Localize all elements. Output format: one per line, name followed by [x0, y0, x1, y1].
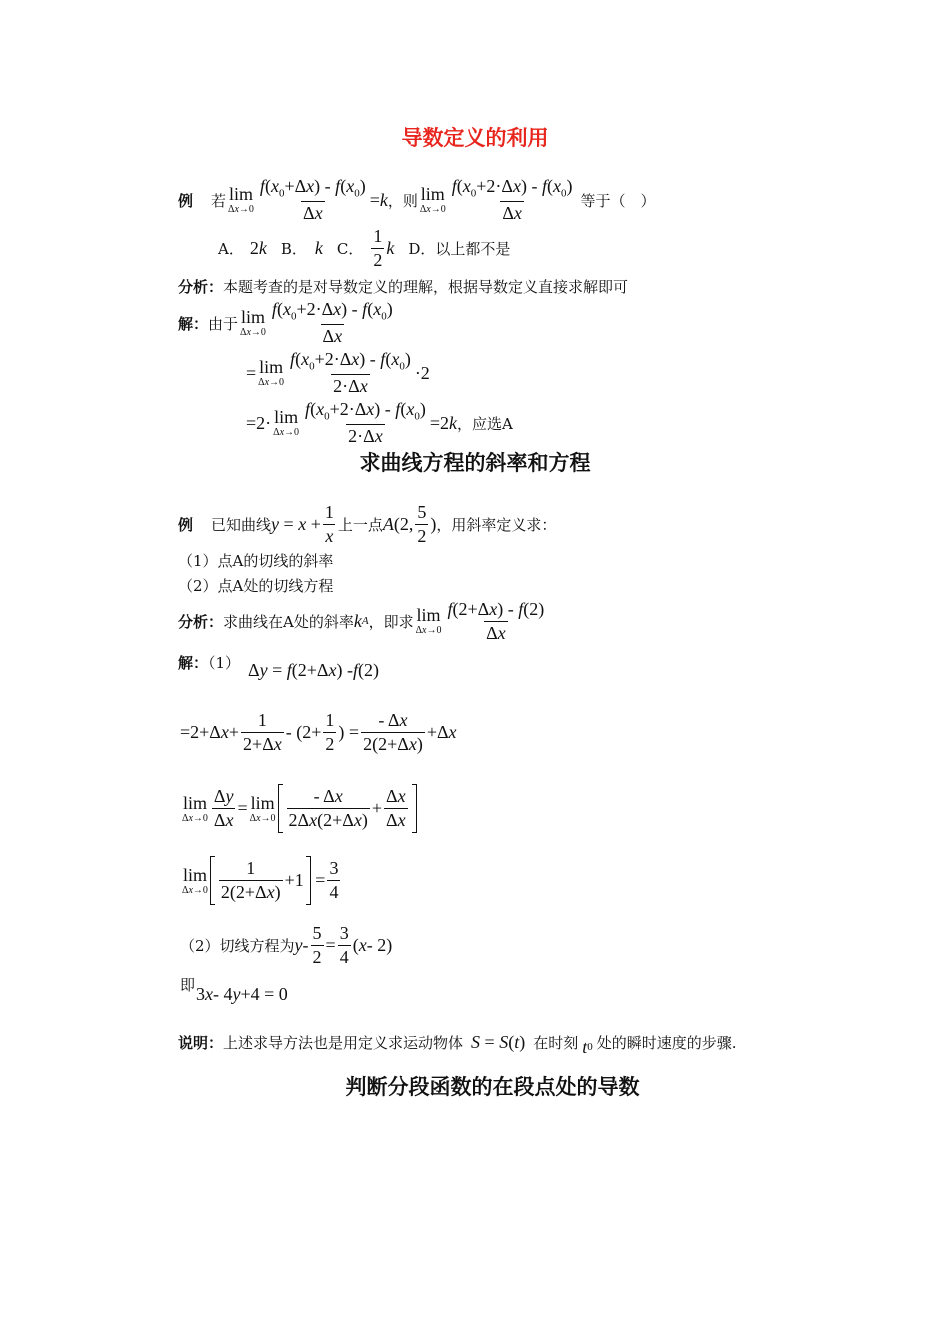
formula-tangent-general: 3 x - 4 y +4 = 0: [196, 984, 288, 1004]
ze-text: ，则: [387, 191, 418, 210]
formula-solution-step-1: lim Δx→0 $\frac{f(x_0+2\cdot\Delta x) - f(x_0)}{\Delta x}$: [240, 299, 393, 346]
option-a-label: A．: [218, 239, 244, 258]
option-b-label: B．: [280, 239, 307, 258]
note-label: 说明：: [178, 1033, 224, 1052]
section-title-derivative-definition: 导数定义的利用: [401, 126, 549, 150]
solution-1-line-1: [178, 300, 397, 346]
youyu-text: 由于: [208, 314, 239, 333]
options-line: [218, 226, 510, 270]
analysis-label: 分析：: [178, 612, 224, 631]
analysis-text: 本题考查的是对导数定义的理解，根据导数定义直接求解即可: [223, 278, 629, 296]
formula-limit-result: lim Δx→0 $\frac{1}{2(2+\Delta x)}$ +1 = $\frac{3}{4}$: [180, 856, 342, 905]
solution-1-line-2: [246, 350, 430, 396]
question-2: （2）点A处的切线方程: [178, 577, 334, 595]
option-c-label: C．: [336, 239, 364, 258]
example-1-line: [178, 176, 656, 224]
solution-2-label-line: [178, 652, 240, 673]
formula-limit-at-2: lim Δx→0 $\frac{f(2+\Delta x) - f(2)}{\Delta x}$: [415, 598, 545, 643]
dengyu-text: 等于（ ）: [580, 191, 656, 210]
solution-1-line-3: [246, 400, 513, 446]
analysis-label: 分析：: [178, 278, 224, 296]
option-b-value: k: [314, 237, 323, 258]
formula-curve: y = x + $\frac{1}{x}$: [271, 501, 334, 546]
formula-s-of-t: S = S ( t ): [471, 1031, 526, 1052]
part2-text: （2）切线方程为: [180, 936, 295, 955]
example-label: 例: [178, 191, 194, 210]
zai-shike-text: 在时刻: [533, 1033, 579, 1052]
jiqiu-text: ，即求: [368, 612, 414, 631]
solution-label: 解：: [178, 314, 209, 333]
qiu-text: ，用斜率定义求：: [436, 515, 557, 534]
solution-2-part-2: [180, 922, 392, 968]
formula-limit-ratio: lim Δx→0 $\frac{\Delta y}{\Delta x}$ = lim Δx→0 $\frac{- \Delta x}{2\Delta x(2+\Delta x)}$ + $\frac{\Delta x}{\Delta x}$: [180, 784, 417, 833]
chu-sudu-text: 处的瞬时速度的步骤.: [596, 1033, 737, 1052]
part1-text: （1）: [208, 654, 241, 672]
formula-delta-y: Δ y = f (2+Δ x ) - f (2): [248, 660, 379, 680]
example-label: 例: [178, 515, 194, 534]
formula-t0: t 0: [582, 1036, 593, 1057]
option-c-value: $\frac{1}{2}$ k: [373, 225, 395, 270]
section-title-piecewise: 判断分段函数的在段点处的导数: [345, 1075, 640, 1099]
yizhi-text: 已知曲线: [211, 515, 272, 534]
ji-text: 即: [180, 976, 196, 994]
ruo-text: 若: [211, 191, 227, 210]
note-line: [178, 1024, 737, 1060]
formula-ka: k A: [353, 610, 369, 631]
analysis-text: 求曲线在A处的斜率: [223, 612, 354, 631]
analysis-1: [178, 276, 628, 297]
formula-given-limit: lim Δx→0 $\frac{f(x_0+\Delta x) - f(x_0)}{\Delta x}$ =k: [228, 176, 388, 223]
formula-asked-limit: lim Δx→0 $\frac{f(x_0+2\cdot\Delta x) - f(x_0)}{\Delta x}$: [419, 176, 573, 223]
analysis-2: [178, 598, 548, 644]
note-text: 上述求导方法也是用定义求运动物体: [223, 1033, 464, 1052]
option-a-value: 2 k: [249, 237, 267, 258]
example-2-line: [178, 500, 556, 548]
formula-solution-step-3: =2· lim Δx→0 $\frac{f(x_0+2\cdot\Delta x) - f(x_0)}{2\cdot\Delta x}$ =2k: [246, 399, 457, 446]
shang-yidian-text: 上一点: [337, 515, 383, 534]
question-1: （1）点A的切线的斜率: [178, 552, 334, 570]
option-d: D．以上都不是: [408, 239, 511, 258]
section-title-curve-slope: 求曲线方程的斜率和方程: [359, 451, 591, 475]
yingxuan-text: ，应选A: [456, 414, 513, 433]
formula-delta-y-expanded: =2+Δ x + $\frac{1}{2+\Delta x}$ - (2+ $\frac{1}{2}$ ) = $\frac{- \Delta x}{2(2+\Delta x)}$ +Δ x: [180, 710, 457, 754]
solution-label: 解：: [178, 654, 209, 672]
formula-point-a: A (2, $\frac{5}{2}$ ): [382, 501, 437, 546]
formula-solution-step-2: = lim Δx→0 $\frac{f(x_0+2\cdot\Delta x) - f(x_0)}{2\cdot\Delta x}$ ·2: [246, 349, 430, 396]
formula-tangent-line: y - $\frac{5}{2}$ = $\frac{3}{4}$ ( x - 2): [294, 922, 393, 967]
